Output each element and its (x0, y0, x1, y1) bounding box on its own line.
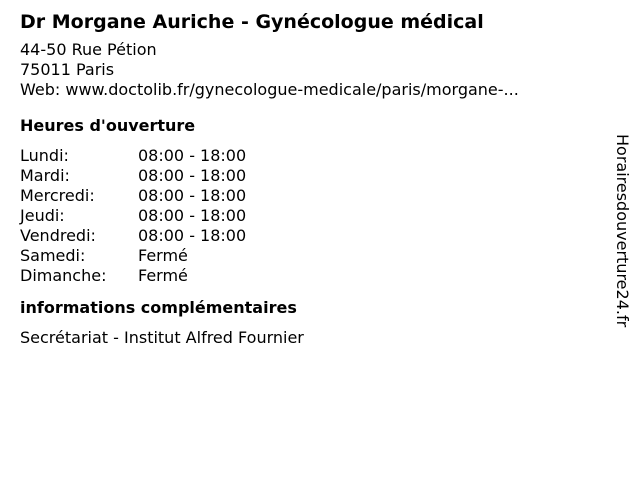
listing-card (20, 8, 600, 348)
hours-table (20, 146, 600, 286)
hours-row (20, 226, 600, 246)
website-link[interactable]: Web: www.doctolib.fr/gynecologue-medicale/paris/morgane-... (20, 80, 519, 99)
hours-row (20, 266, 600, 286)
city-postcode: 75011 Paris (20, 60, 115, 79)
site-brand-vertical: Horairesdouverture24.fr (613, 134, 632, 328)
page-title: Dr Morgane Auriche - Gynécologue médical (20, 11, 484, 33)
info-heading: informations complémentaires (20, 298, 297, 317)
hours-row (20, 186, 600, 206)
hours-row (20, 166, 600, 186)
address-block (20, 40, 600, 100)
day-label: Jeudi: (20, 206, 65, 225)
hours-heading: Heures d'ouverture (20, 116, 196, 135)
opening-hours: Fermé (138, 246, 188, 265)
day-label: Mardi: (20, 166, 70, 185)
day-label: Mercredi: (20, 186, 95, 205)
hours-row (20, 246, 600, 266)
hours-row (20, 206, 600, 226)
opening-hours: Fermé (138, 266, 188, 285)
opening-hours: 08:00 - 18:00 (138, 206, 247, 225)
day-label: Vendredi: (20, 226, 96, 245)
day-label: Samedi: (20, 246, 86, 265)
opening-hours: 08:00 - 18:00 (138, 226, 247, 245)
day-label: Lundi: (20, 146, 69, 165)
opening-hours: 08:00 - 18:00 (138, 146, 247, 165)
opening-hours: 08:00 - 18:00 (138, 166, 247, 185)
hours-row (20, 146, 600, 166)
street-address: 44-50 Rue Pétion (20, 40, 157, 59)
day-label: Dimanche: (20, 266, 107, 285)
opening-hours: 08:00 - 18:00 (138, 186, 247, 205)
info-text: Secrétariat - Institut Alfred Fournier (20, 328, 304, 347)
